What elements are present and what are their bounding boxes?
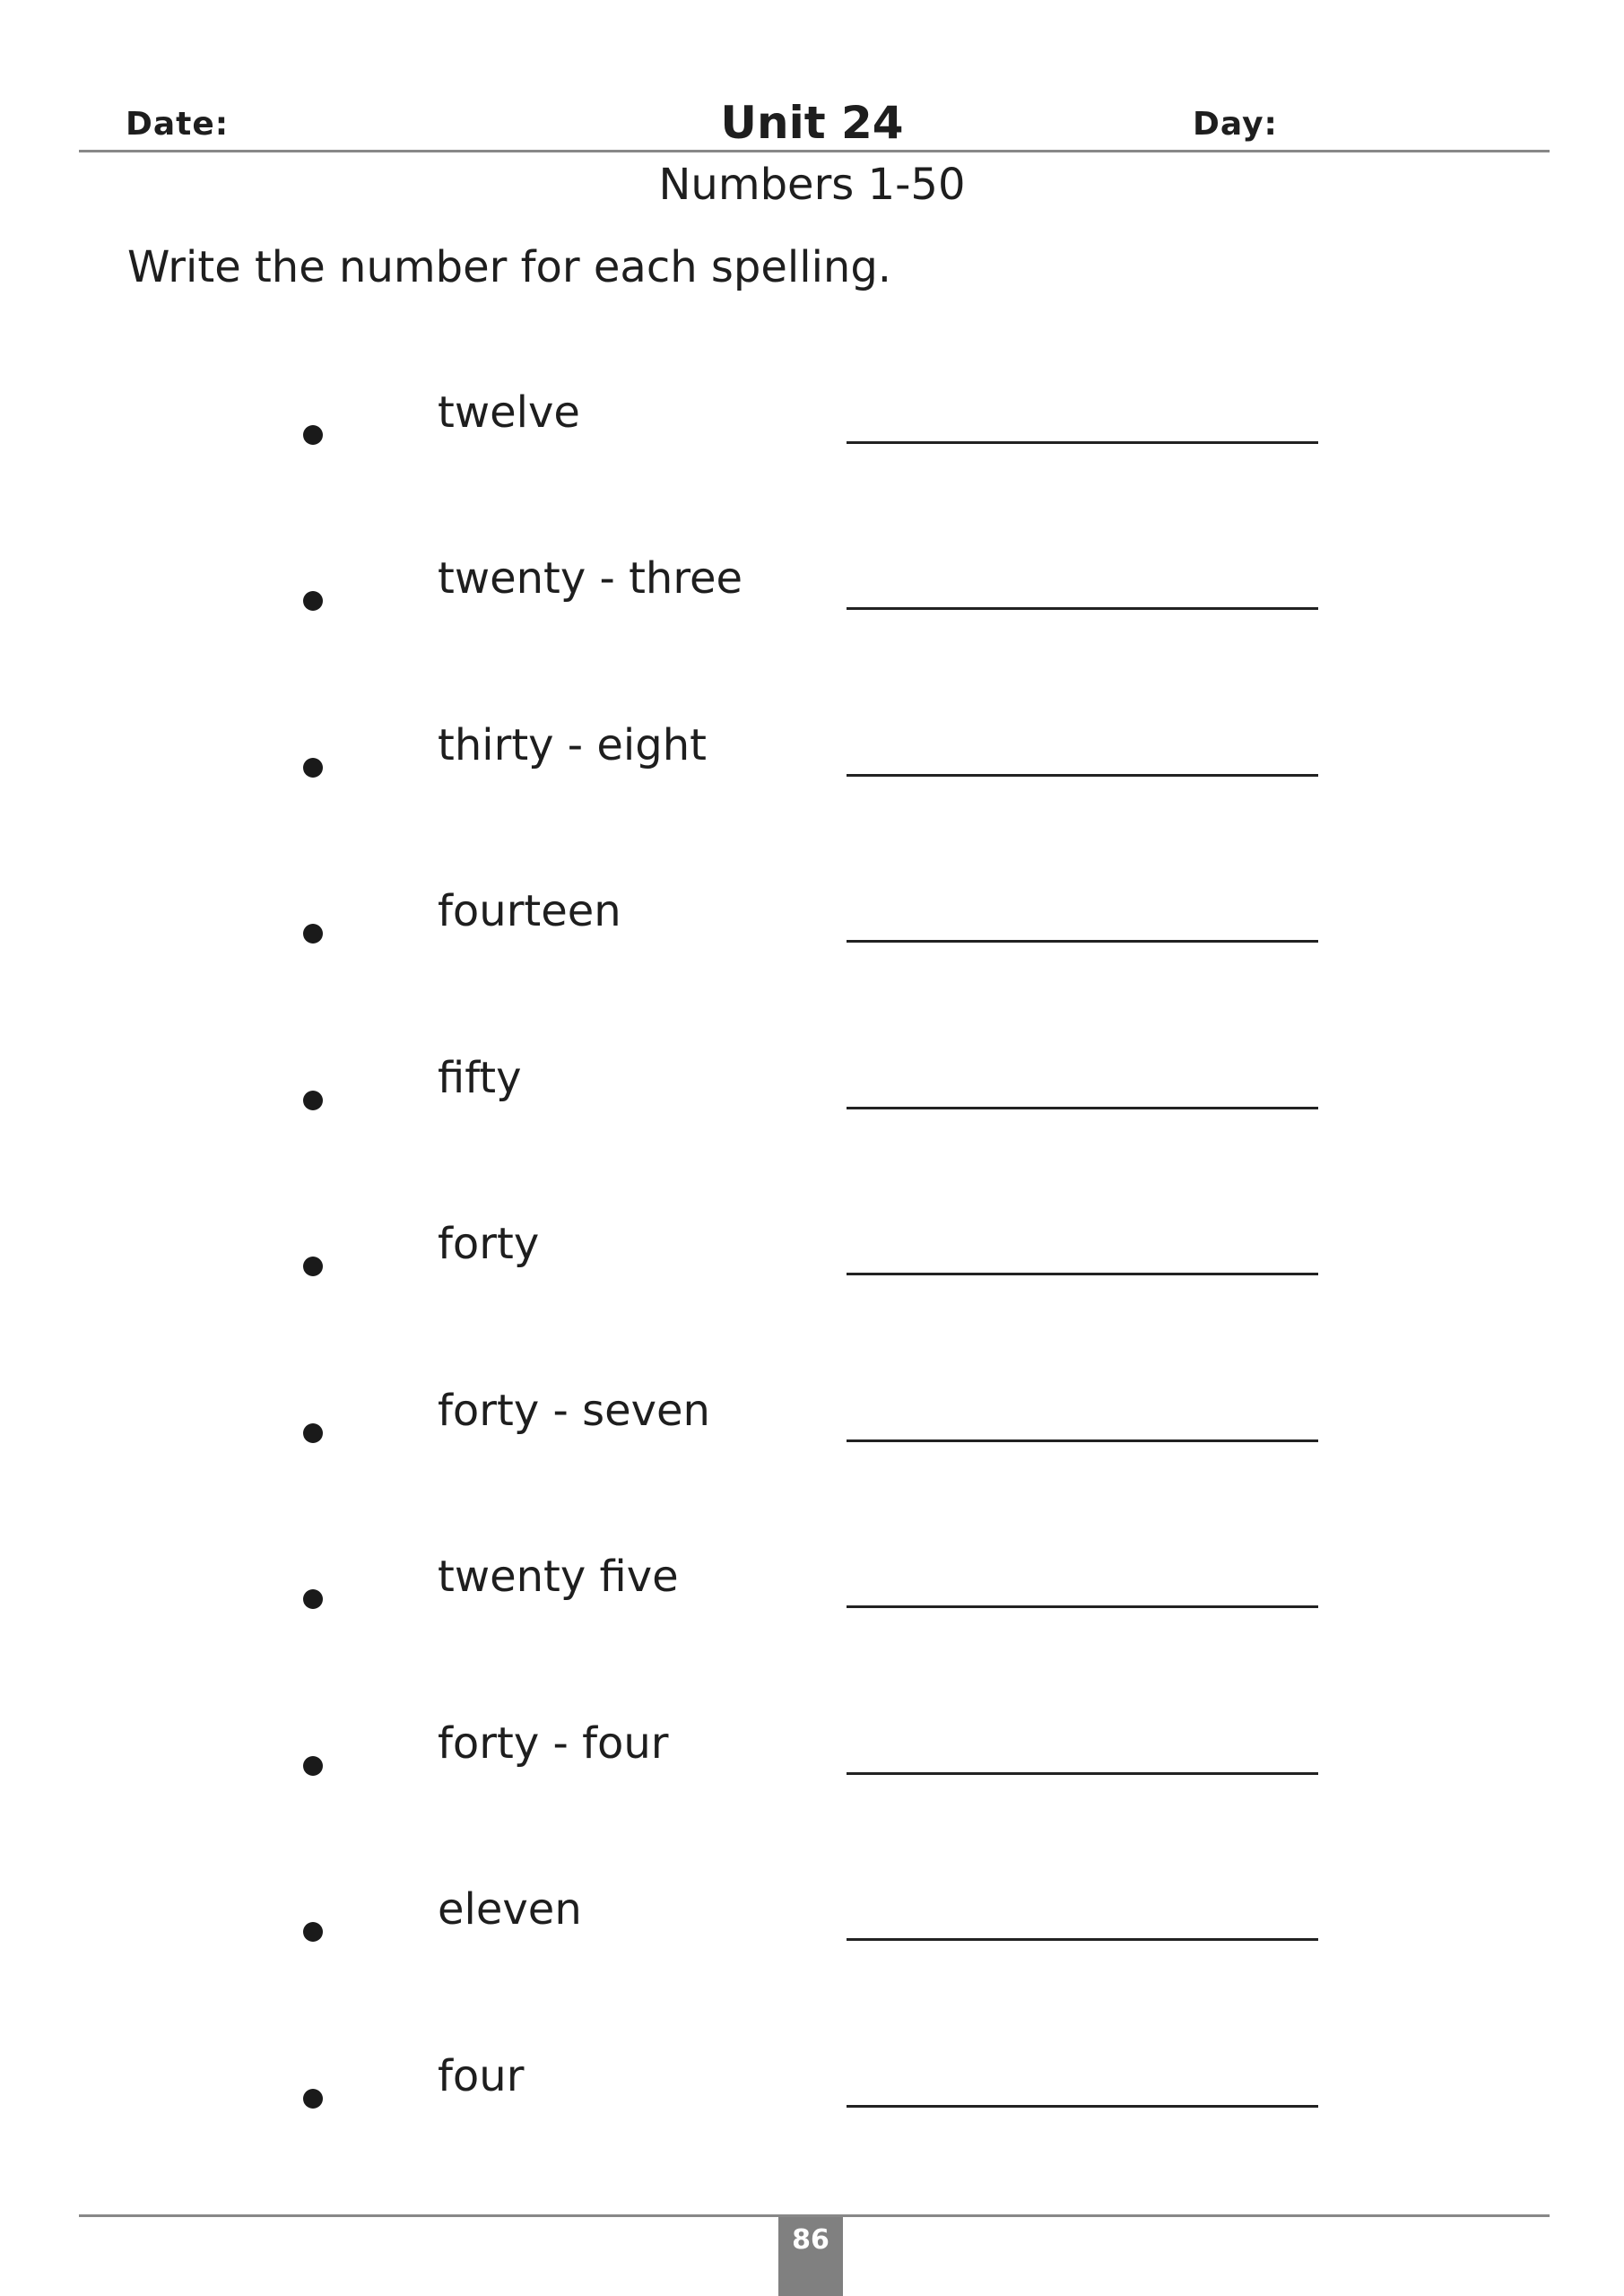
exercise-item [0, 886, 1624, 958]
exercise-item [0, 1386, 1624, 1457]
exercise-item [0, 1053, 1624, 1125]
bullet-icon [303, 1922, 323, 1942]
exercise-item [0, 1552, 1624, 1623]
answer-line[interactable] [847, 1439, 1318, 1442]
unit-title: Unit 24 [720, 97, 904, 149]
page-number: 86 [792, 2224, 829, 2256]
spelled-number: twenty - three [438, 553, 743, 604]
bullet-icon [303, 2089, 323, 2109]
spelled-number: forty - four [438, 1718, 669, 1769]
exercise-item [0, 720, 1624, 792]
answer-line[interactable] [847, 2105, 1318, 2108]
exercise-item [0, 1219, 1624, 1291]
answer-line[interactable] [847, 940, 1318, 943]
subtitle: Numbers 1-50 [658, 160, 966, 210]
exercise-item [0, 1884, 1624, 1956]
bullet-icon [303, 924, 323, 944]
exercise-item [0, 387, 1624, 459]
spelled-number: fifty [438, 1053, 522, 1103]
bullet-icon [303, 758, 323, 778]
answer-line[interactable] [847, 1107, 1318, 1109]
answer-line[interactable] [847, 1938, 1318, 1941]
exercise-item [0, 1718, 1624, 1790]
bullet-icon [303, 1423, 323, 1443]
spelled-number: forty - seven [438, 1386, 710, 1436]
bullet-icon [303, 591, 323, 611]
spelled-number: fourteen [438, 886, 621, 936]
spelled-number: forty [438, 1219, 540, 1269]
exercise-item [0, 553, 1624, 625]
instruction: Write the number for each spelling. [127, 242, 892, 292]
date-label: Date: [126, 106, 230, 143]
bullet-icon [303, 1589, 323, 1609]
spelled-number: eleven [438, 1884, 582, 1935]
answer-line[interactable] [847, 441, 1318, 444]
bullet-icon [303, 1756, 323, 1776]
spelled-number: twenty five [438, 1552, 679, 1602]
bullet-icon [303, 425, 323, 445]
spelled-number: four [438, 2051, 525, 2101]
spelled-number: thirty - eight [438, 720, 707, 770]
answer-line[interactable] [847, 1273, 1318, 1275]
day-label: Day: [1193, 106, 1278, 143]
exercise-item [0, 2051, 1624, 2123]
answer-line[interactable] [847, 607, 1318, 610]
answer-line[interactable] [847, 1605, 1318, 1608]
spelled-number: twelve [438, 387, 580, 438]
answer-line[interactable] [847, 774, 1318, 777]
bullet-icon [303, 1257, 323, 1276]
answer-line[interactable] [847, 1772, 1318, 1775]
bullet-icon [303, 1091, 323, 1110]
header-rule [79, 150, 1550, 152]
page-number-tab [778, 2217, 843, 2296]
